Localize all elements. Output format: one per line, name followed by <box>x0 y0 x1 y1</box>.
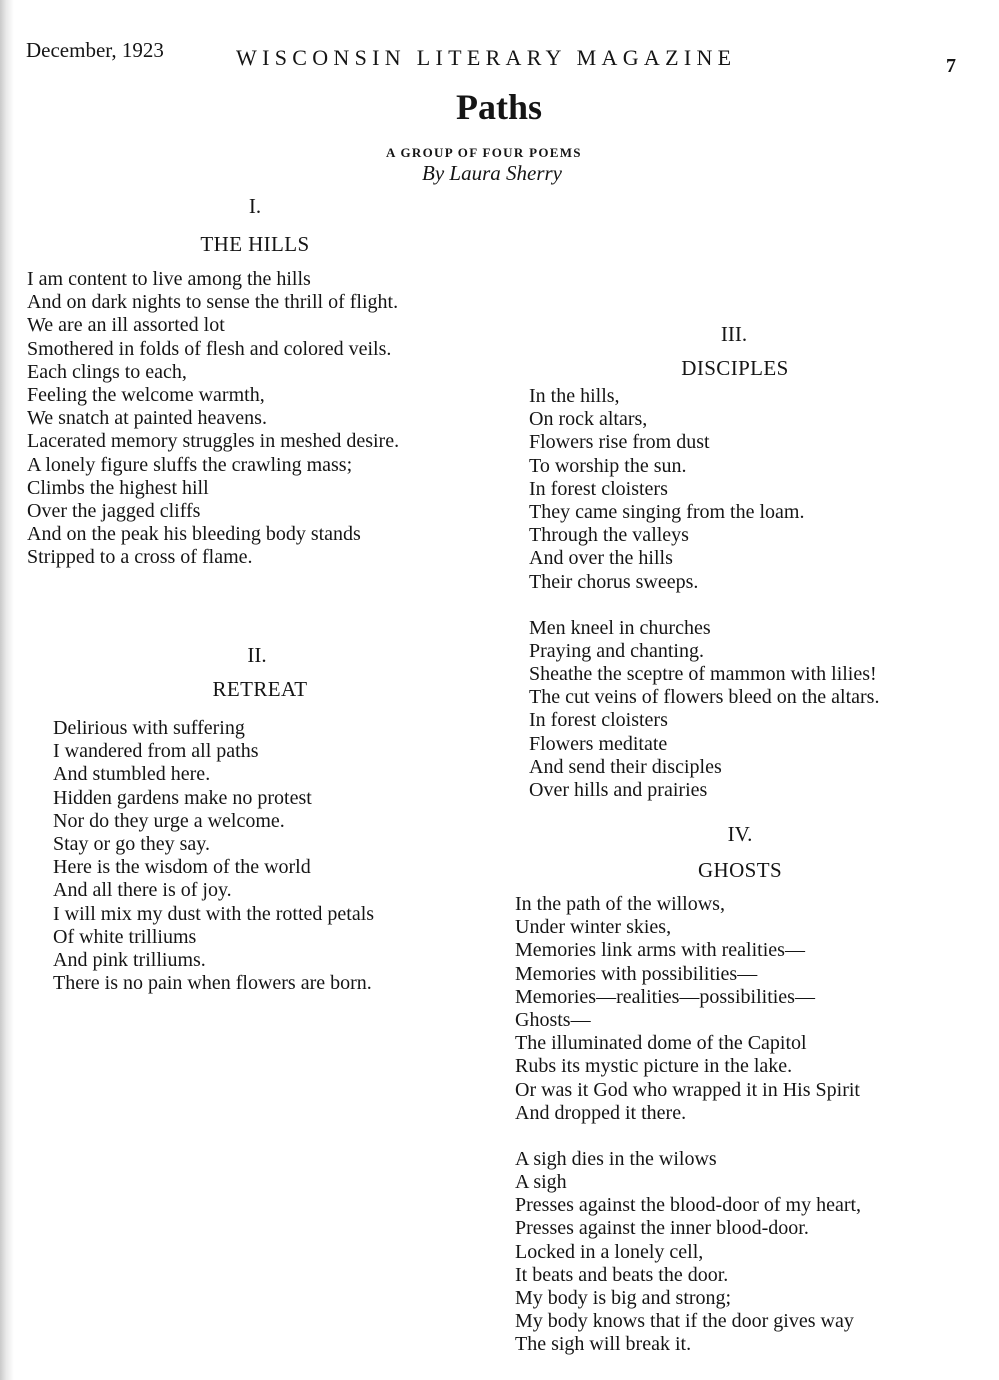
poem-line: Over the jagged cliffs <box>27 499 201 522</box>
page-title-text: Paths <box>455 87 542 127</box>
poem-line: Under winter skies, <box>515 916 672 939</box>
poem-1-lines <box>27 268 399 569</box>
poem-line: In forest cloisters <box>529 477 668 500</box>
poem-line: Climbs the highest hill <box>27 476 209 499</box>
poem-line: Stay or go they say. <box>53 832 211 855</box>
poem-line: A lonely figure sluffs the crawling mass; <box>27 453 353 476</box>
poem-line: My body is big and strong; <box>515 1287 732 1309</box>
poem-line: A sigh <box>515 1171 567 1194</box>
poem-3-lines <box>529 385 879 802</box>
poem-line: Memories link arms with realities— <box>515 939 805 962</box>
poem-line: In the path of the willows, <box>515 893 725 915</box>
poem-line: They came singing from the loam. <box>529 500 805 523</box>
poem-line: And on the peak his bleeding body stands <box>27 523 361 546</box>
poem-line: Their chorus sweeps. <box>529 570 699 593</box>
poem-line: Flowers meditate <box>529 732 668 755</box>
poem-line: Sheathe the sceptre of mammon with lilies! <box>529 663 877 686</box>
poem-line: I am content to live among the hills <box>27 268 311 290</box>
poem-line: Locked in a lonely cell, <box>515 1240 704 1263</box>
poem-line: Memories—realities—possibilities— <box>515 985 815 1008</box>
poem-line: Lacerated memory struggles in meshed desire. <box>27 430 400 453</box>
poem-1-title: THE HILLS <box>200 232 310 256</box>
page-title <box>0 86 999 128</box>
poem-line: Rubs its mystic picture in the lake. <box>515 1055 793 1078</box>
poem-line: It beats and beats the door. <box>515 1263 729 1286</box>
poem-line: Over hills and prairies <box>529 779 708 801</box>
poem-line: Nor do they urge a welcome. <box>53 809 285 832</box>
poem-line: Smothered in folds of flesh and colored veils. <box>27 337 392 360</box>
poem-2-lines <box>53 717 374 995</box>
page-number: 7 <box>946 55 956 77</box>
poem-line: Feeling the welcome warmth, <box>27 383 265 406</box>
poem-line: Of white trilliums <box>53 925 197 948</box>
poem-line: Flowers rise from dust <box>529 431 710 454</box>
poem-line: Ghosts— <box>515 1008 591 1031</box>
poem-3-title: DISCIPLES <box>681 356 789 380</box>
poem-line: Memories with possibilities— <box>515 962 758 985</box>
poem-line: And send their disciples <box>529 755 722 778</box>
poem-line: A sigh dies in the wilows <box>515 1147 717 1170</box>
poem-line: Praying and chanting. <box>529 639 704 662</box>
poem-line: Presses against the inner blood-door. <box>515 1217 809 1240</box>
poem-line: Men kneel in churches <box>529 616 711 639</box>
poem-line: In forest cloisters <box>529 709 668 732</box>
poem-line: I will mix my dust with the rotted petals <box>53 902 375 925</box>
poem-line: And dropped it there. <box>515 1101 687 1124</box>
poem-2-title: RETREAT <box>212 677 308 701</box>
issue-date: December, 1923 <box>26 38 164 62</box>
poem-line: Delirious with suffering <box>53 717 245 739</box>
poem-4-title: GHOSTS <box>697 858 783 882</box>
poem-line: Or was it God who wrapped it in His Spirit <box>515 1078 860 1101</box>
poem-line: On rock altars, <box>529 408 648 431</box>
page-scan-edge <box>0 0 14 1380</box>
poem-line: In the hills, <box>529 385 620 407</box>
poem-line: The sigh will break it. <box>515 1333 692 1356</box>
poem-line: There is no pain when flowers are born. <box>53 972 372 995</box>
poem-line: The cut veins of flowers bleed on the altars. <box>529 686 880 709</box>
poem-line: My body knows that if the door gives way <box>515 1310 854 1333</box>
poem-line: Hidden gardens make no protest <box>53 786 312 809</box>
poem-3-numeral: III. <box>720 322 748 346</box>
magazine-name: WISCONSIN LITERARY MAGAZINE <box>236 45 737 70</box>
poem-line: We snatch at painted heavens. <box>27 407 267 430</box>
poem-line: And over the hills <box>529 547 673 570</box>
poem-4-numeral: IV. <box>727 822 753 846</box>
poem-line: Presses against the blood-door of my heart, <box>515 1194 862 1217</box>
poem-4-lines <box>515 893 861 1357</box>
poem-line: And all there is of joy. <box>53 879 232 902</box>
poem-line: And on dark nights to sense the thrill of flight. <box>27 291 399 314</box>
poem-line: And pink trilliums. <box>53 948 206 971</box>
poem-line: Through the valleys <box>529 524 689 547</box>
subtitle: A GROUP OF FOUR POEMS <box>386 145 582 160</box>
poem-2-numeral: II. <box>247 643 267 667</box>
poem-line: The illuminated dome of the Capitol <box>515 1032 807 1055</box>
poem-1-numeral: I. <box>248 194 262 218</box>
poem-line: Each clings to each, <box>27 360 187 383</box>
poem-line: I wandered from all paths <box>53 740 259 763</box>
poem-line: Here is the wisdom of the world <box>53 856 311 879</box>
byline: By Laura Sherry <box>422 161 562 185</box>
poem-line: Stripped to a cross of flame. <box>27 546 253 569</box>
poem-line: We are an ill assorted lot <box>27 314 225 337</box>
poem-line: And stumbled here. <box>53 763 211 786</box>
poem-line: To worship the sun. <box>529 454 687 477</box>
